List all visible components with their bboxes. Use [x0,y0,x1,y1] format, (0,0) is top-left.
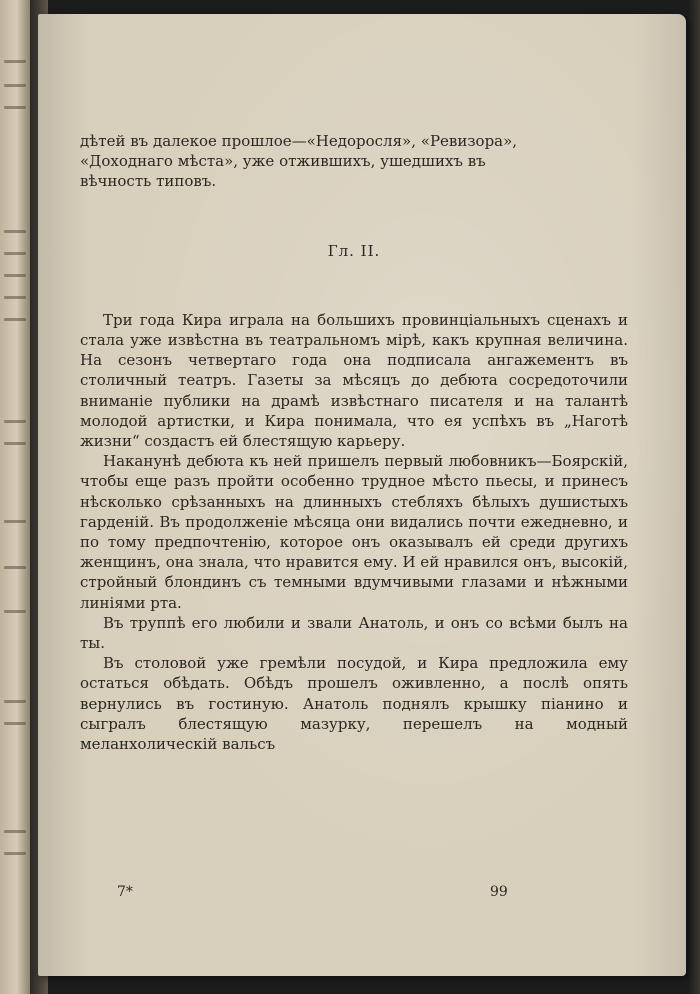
paragraph: Въ труппѣ его любили и звали Анатоль, и онъ со всѣми былъ на ты. [80,613,628,653]
paragraph: Три года Кира играла на большихъ провинціальныхъ сценахъ и стала уже извѣстна въ театральномъ мірѣ, какъ крупная величина. На сезонъ четвертаго года она подписала ангажементъ въ столичный театръ. Газеты за мѣсяцъ до дебюта сосредоточили вниманіе публики на драмѣ извѣстнаго писателя и на талантѣ молодой артистки, и Кира понимала, что ея успѣхъ въ „Наготѣ жизни“ создастъ ей блестящую карьеру. [80,310,628,451]
page-number: 99 [490,884,508,900]
page-stack-edge [688,0,700,994]
previous-page-edge [0,0,30,994]
opening-line: «Доходнаго мѣста», уже отжившихъ, ушедшихъ въ [80,152,486,171]
page-text [80,131,628,754]
opening-line: дѣтей въ далекое прошлое—«Недоросля», «Ревизора», [80,132,518,150]
chapter-heading: Гл. II. [327,241,381,260]
book-page [38,14,686,976]
paragraph: Въ столовой уже гремѣли посудой, и Кира предложила ему остаться обѣдать. Обѣдъ прошелъ оживленно, а послѣ опять вернулись въ гостиную. Анатоль поднялъ крышку піанино и сыгралъ блестящую мазурку, перешелъ на модный меланхолическій вальсъ [80,654,628,754]
signature-mark: 7* [117,884,133,900]
opening-line: вѣчность типовъ. [80,172,217,191]
page-footer [38,884,686,908]
paragraph: Наканунѣ дебюта къ ней пришелъ первый любовникъ—Боярскій, чтобы еще разъ пройти особенно трудное мѣсто пьесы, и принесъ нѣсколько срѣзанныхъ на длинныхъ стебляхъ бѣлыхъ душистыхъ гарденій. Въ продолженіе мѣсяца они видались почти ежедневно, и по тому предпочтенію, которое онъ оказывалъ ей среди другихъ женщинъ, она знала, что нравится ему. И ей нравился онъ, высокій, стройный блондинъ съ темными вдумчивыми глазами и нѣжными линіями рта. [80,452,628,612]
